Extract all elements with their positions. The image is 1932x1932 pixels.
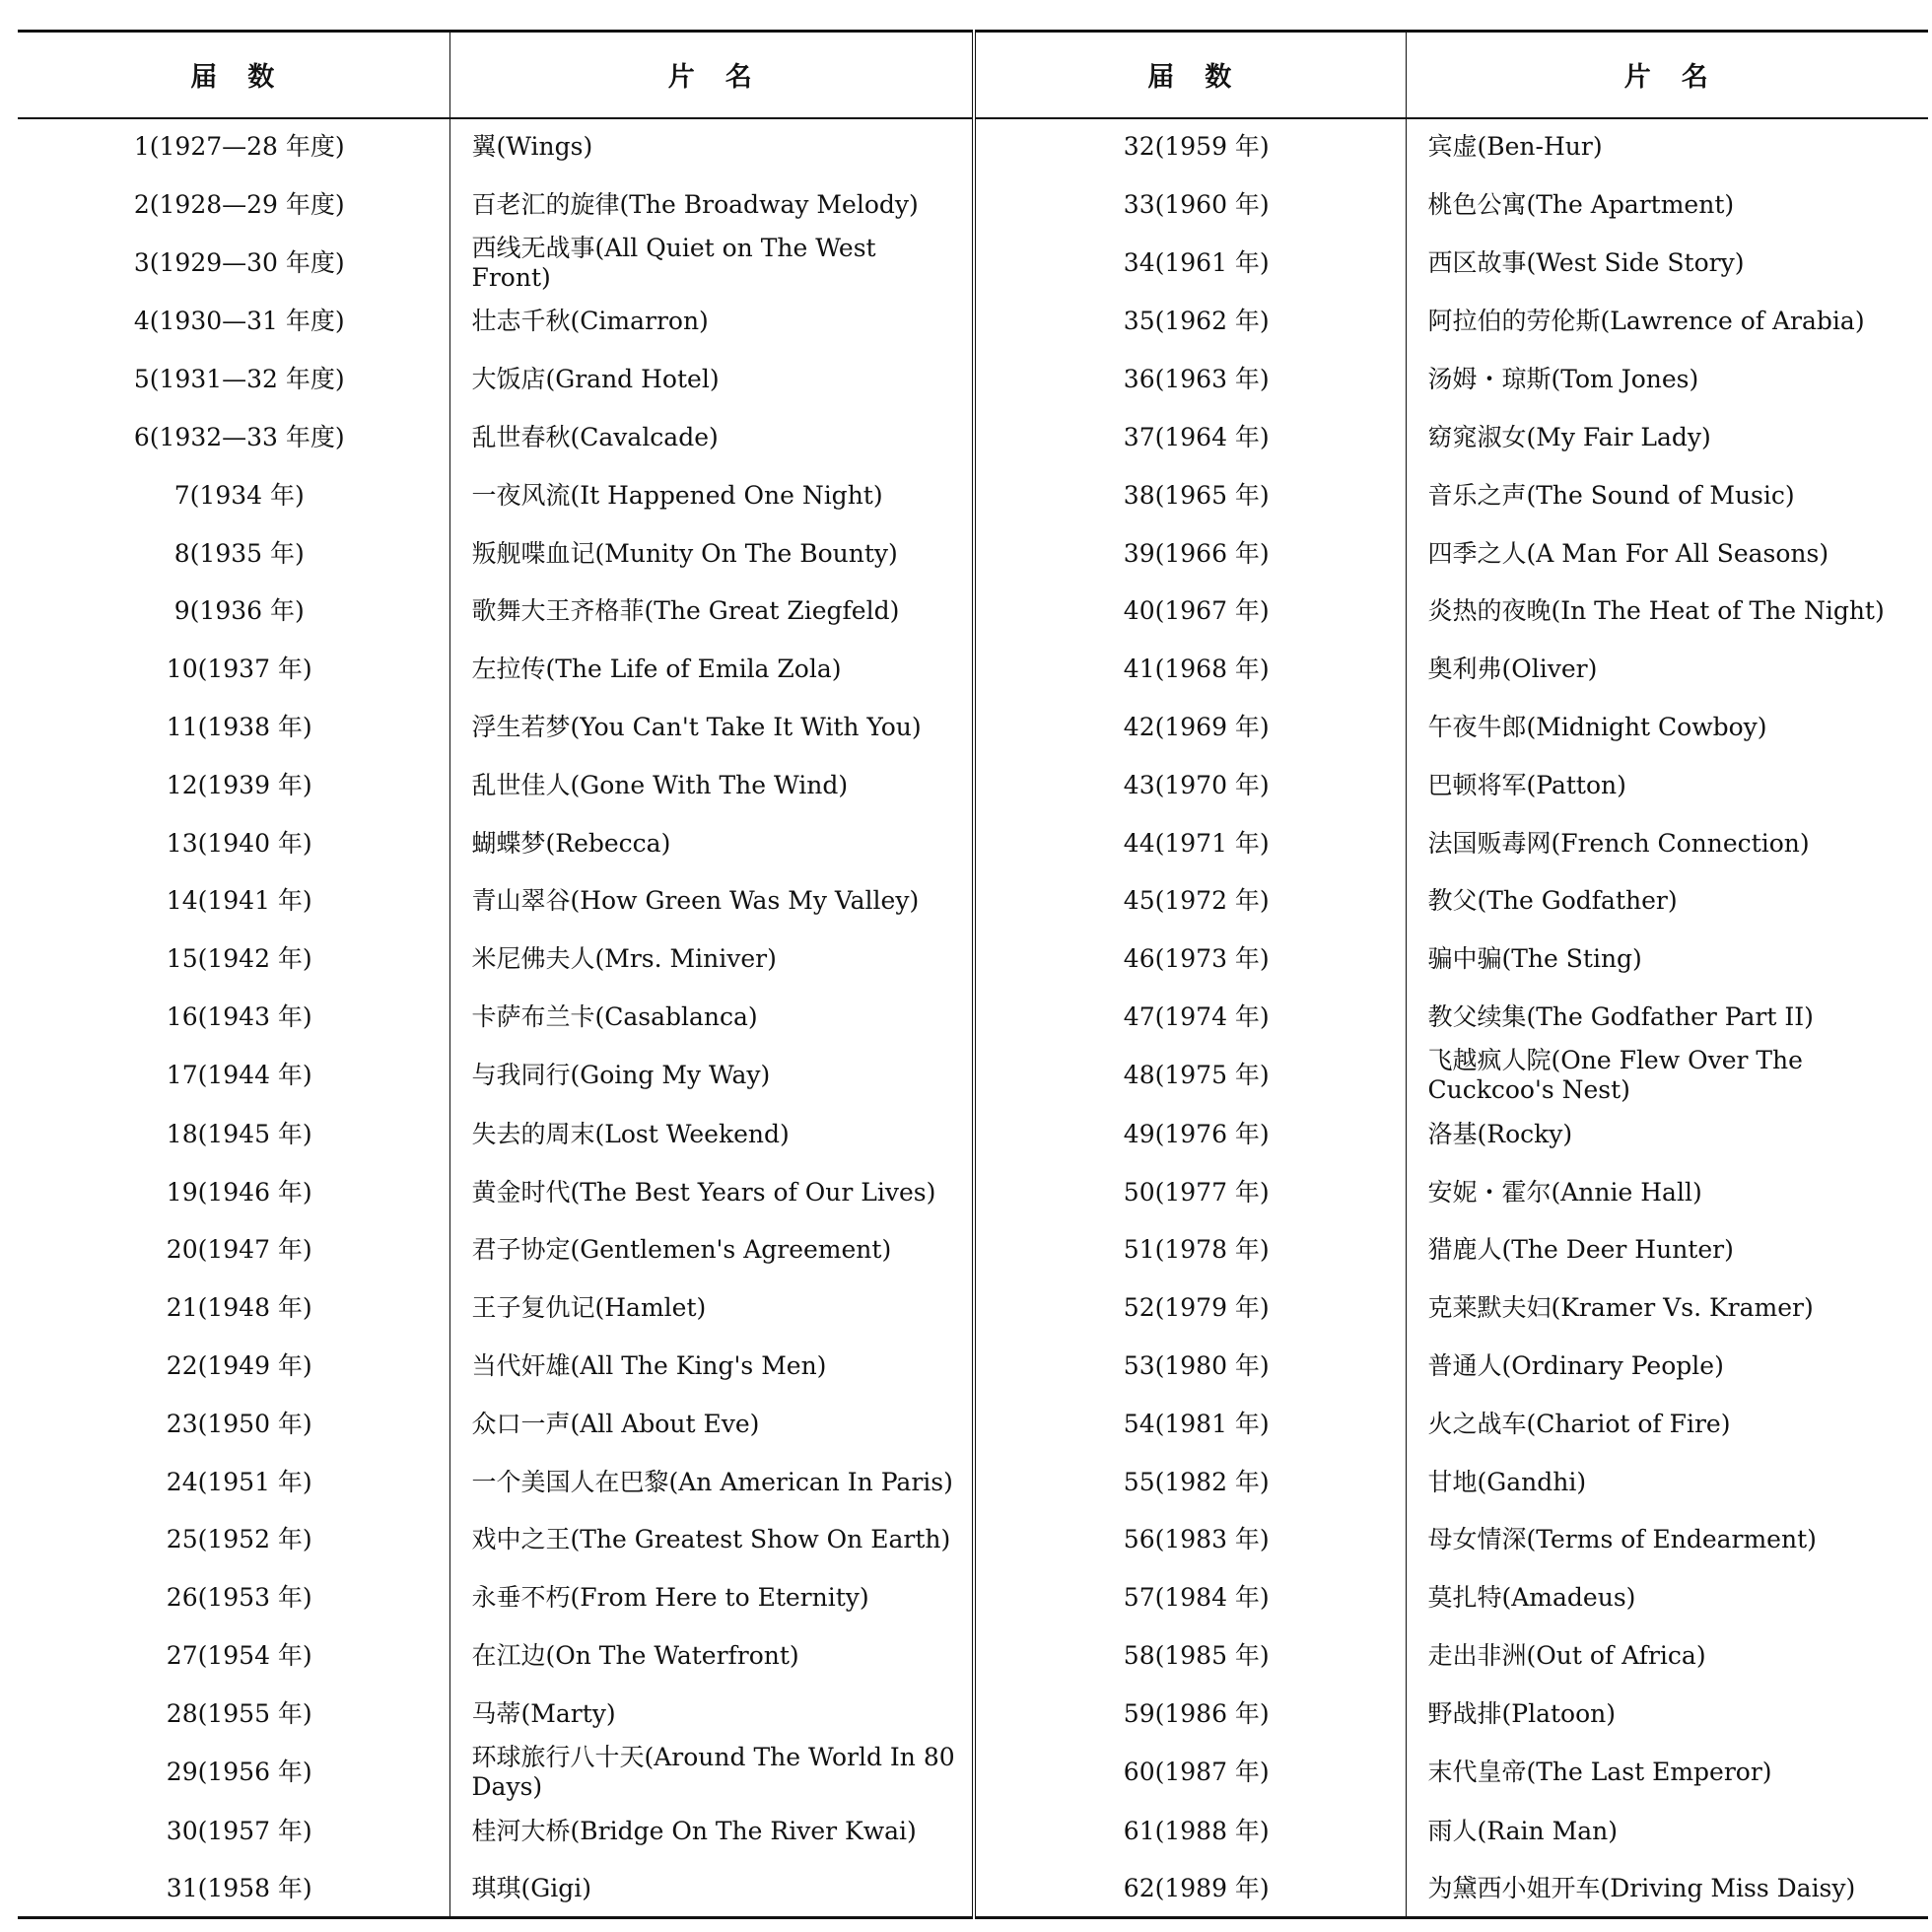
film-left-cell: 乱世佳人(Gone With The Wind) (449, 756, 974, 814)
session-left-cell: 29(1956 年) (18, 1743, 449, 1802)
film-left-cell: 卡萨布兰卡(Casablanca) (449, 989, 974, 1047)
table-row (18, 1802, 1928, 1860)
film-right-cell: 飞越疯人院(One Flew Over The Cuckcoo's Nest) (1427, 1046, 1803, 1105)
session-left-cell: 24(1951 年) (18, 1453, 449, 1511)
film-left-cell: 桂河大桥(Bridge On The River Kwai) (449, 1802, 974, 1860)
film-left-cell: 君子协定(Gentlemen's Agreement) (449, 1221, 974, 1279)
table-row (18, 1569, 1928, 1627)
table-row (18, 1395, 1928, 1453)
session-left-cell: 19(1946 年) (18, 1163, 449, 1221)
session-right-cell: 41(1968 年) (974, 641, 1406, 699)
film-right-cell: 四季之人(A Man For All Seasons) (1427, 538, 1829, 568)
header-film-right: 片 名 (1406, 32, 1928, 118)
session-right-cell: 35(1962 年) (974, 293, 1406, 351)
film-right-cell: 骗中骗(The Sting) (1427, 944, 1642, 974)
film-right-cell: 甘地(Gandhi) (1427, 1467, 1587, 1496)
film-left-cell: 乱世春秋(Cavalcade) (449, 409, 974, 467)
film-left-cell: 在江边(On The Waterfront) (449, 1627, 974, 1686)
film-left-cell: 大饭店(Grand Hotel) (449, 351, 974, 409)
session-right-cell: 33(1960 年) (974, 175, 1406, 234)
film-left-cell: 米尼佛夫人(Mrs. Miniver) (449, 931, 974, 989)
table-row (18, 1743, 1928, 1802)
table-row (18, 293, 1928, 351)
session-left-cell: 11(1938 年) (18, 699, 449, 757)
film-left-cell: 壮志千秋(Cimarron) (449, 293, 974, 351)
film-left-cell: 百老汇的旋律(The Broadway Melody) (449, 175, 974, 234)
film-right-cell: 法国贩毒网(French Connection) (1427, 828, 1810, 858)
session-left-cell: 15(1942 年) (18, 931, 449, 989)
film-left-cell: 西线无战事(All Quiet on The West Front) (449, 234, 974, 293)
table-row (18, 1221, 1928, 1279)
table-row (18, 641, 1928, 699)
session-left-cell: 18(1945 年) (18, 1105, 449, 1163)
film-right-cell: 洛基(Rocky) (1427, 1119, 1573, 1148)
film-right-cell: 桃色公寓(The Apartment) (1427, 189, 1735, 219)
film-right-cell: 午夜牛郎(Midnight Cowboy) (1427, 713, 1767, 742)
table-row (18, 1279, 1928, 1338)
film-right-cell: 走出非洲(Out of Africa) (1427, 1641, 1706, 1671)
film-left-cell: 马蒂(Marty) (449, 1685, 974, 1743)
film-left-cell: 与我同行(Going My Way) (449, 1046, 974, 1105)
film-right-cell: 火之战车(Chariot of Fire) (1427, 1409, 1731, 1438)
session-left-cell: 25(1952 年) (18, 1511, 449, 1569)
film-left-cell: 当代奸雄(All The King's Men) (449, 1338, 974, 1396)
session-left-cell: 17(1944 年) (18, 1046, 449, 1105)
table-row (18, 234, 1928, 293)
session-right-cell: 44(1971 年) (974, 814, 1406, 872)
table-row (18, 409, 1928, 467)
header-session-left: 届 数 (18, 32, 449, 118)
film-right-cell: 克莱默夫妇(Kramer Vs. Kramer) (1427, 1293, 1814, 1323)
oscar-best-picture-table-container (18, 30, 1928, 1919)
session-right-cell: 36(1963 年) (974, 351, 1406, 409)
table-row (18, 351, 1928, 409)
session-right-cell: 53(1980 年) (974, 1338, 1406, 1396)
session-right-cell: 61(1988 年) (974, 1802, 1406, 1860)
film-left-cell: 失去的周末(Lost Weekend) (449, 1105, 974, 1163)
session-left-cell: 3(1929—30 年度) (18, 234, 449, 293)
session-right-cell: 55(1982 年) (974, 1453, 1406, 1511)
session-right-cell: 49(1976 年) (974, 1105, 1406, 1163)
session-left-cell: 26(1953 年) (18, 1569, 449, 1627)
film-right-cell: 为黛西小姐开车(Driving Miss Daisy) (1406, 1860, 1928, 1918)
film-left-cell: 永垂不朽(From Here to Eternity) (449, 1569, 974, 1627)
film-left-cell: 戏中之王(The Greatest Show On Earth) (449, 1511, 974, 1569)
session-left-cell: 22(1949 年) (18, 1338, 449, 1396)
film-left-cell: 一夜风流(It Happened One Night) (449, 466, 974, 524)
session-left-cell: 30(1957 年) (18, 1802, 449, 1860)
session-right-cell: 32(1959 年) (974, 118, 1406, 176)
film-right-cell: 教父续集(The Godfather Part II) (1427, 1002, 1814, 1032)
session-right-cell: 39(1966 年) (974, 524, 1406, 583)
session-left-cell: 12(1939 年) (18, 756, 449, 814)
film-left-cell: 翼(Wings) (449, 118, 974, 176)
film-right-cell: 汤姆・琼斯(Tom Jones) (1427, 365, 1699, 394)
film-left-cell: 叛舰喋血记(Munity On The Bounty) (449, 524, 974, 583)
session-right-cell: 43(1970 年) (974, 756, 1406, 814)
session-right-cell: 56(1983 年) (974, 1511, 1406, 1569)
session-right-cell: 42(1969 年) (974, 699, 1406, 757)
table-row (18, 931, 1928, 989)
film-right-cell: 母女情深(Terms of Endearment) (1427, 1525, 1817, 1554)
film-right-cell: 窈窕淑女(My Fair Lady) (1427, 423, 1711, 452)
film-right-cell: 西区故事(West Side Story) (1427, 248, 1745, 278)
session-right-cell: 59(1986 年) (974, 1685, 1406, 1743)
session-left-cell: 7(1934 年) (18, 466, 449, 524)
session-right-cell: 57(1984 年) (974, 1569, 1406, 1627)
table-row (18, 466, 1928, 524)
film-right-cell: 安妮・霍尔(Annie Hall) (1427, 1177, 1702, 1207)
session-right-cell: 48(1975 年) (974, 1046, 1406, 1105)
table-row (18, 1511, 1928, 1569)
session-left-cell: 23(1950 年) (18, 1395, 449, 1453)
session-left-cell: 8(1935 年) (18, 524, 449, 583)
film-left-cell: 琪琪(Gigi) (449, 1860, 974, 1918)
session-left-cell: 1(1927—28 年度) (18, 118, 449, 176)
session-right-cell: 62(1989 年) (974, 1860, 1406, 1918)
table-row (18, 814, 1928, 872)
table-row (18, 175, 1928, 234)
session-left-cell: 14(1941 年) (18, 872, 449, 931)
session-left-cell: 2(1928—29 年度) (18, 175, 449, 234)
session-right-cell: 52(1979 年) (974, 1279, 1406, 1338)
film-left-cell: 黄金时代(The Best Years of Our Lives) (449, 1163, 974, 1221)
session-right-cell: 51(1978 年) (974, 1221, 1406, 1279)
session-left-cell: 21(1948 年) (18, 1279, 449, 1338)
session-left-cell: 5(1931—32 年度) (18, 351, 449, 409)
film-left-cell: 环球旅行八十天(Around The World In 80 Days) (449, 1743, 974, 1802)
header-row (18, 32, 1928, 118)
table-row (18, 1105, 1928, 1163)
film-right-cell: 普通人(Ordinary People) (1427, 1351, 1724, 1381)
film-left-cell: 歌舞大王齐格菲(The Great Ziegfeld) (449, 583, 974, 641)
table-row (18, 1627, 1928, 1686)
film-right-cell: 巴顿将军(Patton) (1427, 770, 1626, 799)
film-right-cell: 末代皇帝(The Last Emperor) (1427, 1758, 1772, 1787)
film-left-cell: 左拉传(The Life of Emila Zola) (449, 641, 974, 699)
table-row (18, 1860, 1928, 1918)
table-row (18, 1046, 1928, 1105)
film-left-cell: 众口一声(All About Eve) (449, 1395, 974, 1453)
header-session-right: 届 数 (974, 32, 1406, 118)
session-left-cell: 28(1955 年) (18, 1685, 449, 1743)
session-right-cell: 60(1987 年) (974, 1743, 1406, 1802)
table-row (18, 989, 1928, 1047)
film-left-cell: 浮生若梦(You Can't Take It With You) (449, 699, 974, 757)
table-row (18, 699, 1928, 757)
session-right-cell: 54(1981 年) (974, 1395, 1406, 1453)
table-row (18, 1453, 1928, 1511)
session-left-cell: 20(1947 年) (18, 1221, 449, 1279)
session-left-cell: 4(1930—31 年度) (18, 293, 449, 351)
session-left-cell: 13(1940 年) (18, 814, 449, 872)
film-right-cell: 莫扎特(Amadeus) (1427, 1583, 1636, 1613)
film-left-cell: 青山翠谷(How Green Was My Valley) (449, 872, 974, 931)
film-right-cell: 音乐之声(The Sound of Music) (1427, 480, 1795, 510)
table-row (18, 1163, 1928, 1221)
session-left-cell: 9(1936 年) (18, 583, 449, 641)
film-right-cell: 教父(The Godfather) (1427, 886, 1678, 916)
film-left-cell: 一个美国人在巴黎(An American In Paris) (449, 1453, 974, 1511)
session-right-cell: 34(1961 年) (974, 234, 1406, 293)
session-left-cell: 27(1954 年) (18, 1627, 449, 1686)
session-right-cell: 38(1965 年) (974, 466, 1406, 524)
session-right-cell: 47(1974 年) (974, 989, 1406, 1047)
table-row (18, 583, 1928, 641)
film-right-cell: 野战排(Platoon) (1427, 1698, 1616, 1728)
session-right-cell: 40(1967 年) (974, 583, 1406, 641)
session-right-cell: 58(1985 年) (974, 1627, 1406, 1686)
oscar-best-picture-table (18, 30, 1928, 1919)
session-left-cell: 31(1958 年) (18, 1860, 449, 1918)
session-right-cell: 50(1977 年) (974, 1163, 1406, 1221)
film-left-cell: 王子复仇记(Hamlet) (449, 1279, 974, 1338)
session-right-cell: 45(1972 年) (974, 872, 1406, 931)
table-row (18, 872, 1928, 931)
session-right-cell: 37(1964 年) (974, 409, 1406, 467)
film-right-cell: 奥利弗(Oliver) (1427, 655, 1598, 684)
header-film-left: 片 名 (449, 32, 974, 118)
film-left-cell: 蝴蝶梦(Rebecca) (449, 814, 974, 872)
table-row (18, 1338, 1928, 1396)
table-row (18, 1685, 1928, 1743)
film-right-cell: 宾虚(Ben-Hur) (1427, 132, 1603, 162)
film-right-cell: 雨人(Rain Man) (1427, 1816, 1618, 1845)
table-row (18, 524, 1928, 583)
session-left-cell: 10(1937 年) (18, 641, 449, 699)
table-body (18, 118, 1928, 1918)
film-right-cell: 阿拉伯的劳伦斯(Lawrence of Arabia) (1427, 307, 1865, 336)
session-left-cell: 6(1932—33 年度) (18, 409, 449, 467)
table-row (18, 118, 1928, 176)
session-left-cell: 16(1943 年) (18, 989, 449, 1047)
film-right-cell: 猎鹿人(The Deer Hunter) (1427, 1235, 1734, 1265)
table-row (18, 756, 1928, 814)
session-right-cell: 46(1973 年) (974, 931, 1406, 989)
film-right-cell: 炎热的夜晚(In The Heat of The Night) (1427, 596, 1885, 626)
